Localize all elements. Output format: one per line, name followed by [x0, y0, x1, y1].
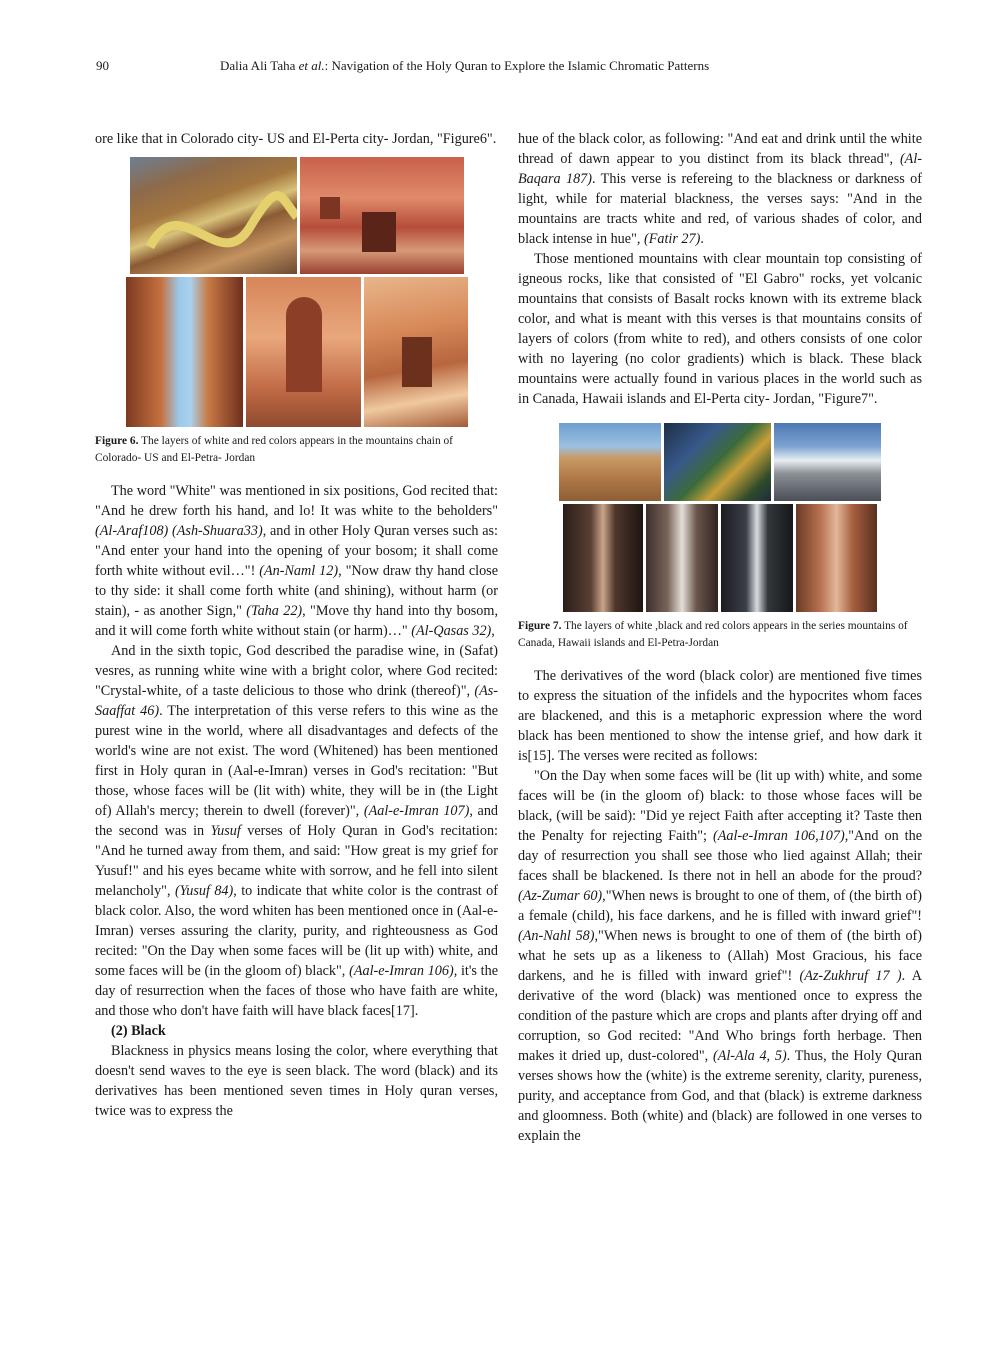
- citation: (Al-Ala 4, 5): [712, 1048, 787, 1064]
- figure-7-image-4: [563, 504, 643, 612]
- citation: (Aal-e-Imran 107): [363, 803, 470, 819]
- figure-6: [95, 157, 498, 467]
- figure-7-image-3: [774, 423, 881, 501]
- figure-6-image-3: [126, 277, 243, 427]
- et-al: et al.: [295, 58, 325, 73]
- left-column: [95, 129, 498, 1121]
- paragraph: The derivatives of the word (black color) are mentioned five times to express the situation of the infidels and the hypocrites whom faces are blackened, and this is a metaphoric expression where the word black has been mentioned to show the intense grief, and how dark it is[15]. The verses were recited as follows:: [518, 668, 922, 764]
- section-heading: (2) Black: [111, 1023, 166, 1039]
- surah-name: Yusuf: [210, 823, 241, 839]
- paragraph: The word "White" was mentioned in six positions, God recited that: "And he drew forth his hand, and lo! It was white to the beholders"(Al-Araf108) (Ash-Shuara33), and in other Holy Quran verses such as: "And enter your hand into the opening of your bosom; it shall come forth white without evil…"! (An-Naml 12), "Now draw thy hand close to thy side: it shall come forth white (and shining), without harm (or stain), - as another Sign," (Taha 22), "Move thy hand into thy bosom, and it will come forth white without stain (or harm)…" (Al-Qasas 32),: [95, 483, 498, 639]
- caption-text: The layers of white and red colors appears in the mountains chain of Colorado- US and El-Petra- Jordan: [95, 435, 453, 464]
- figure-label: Figure 7.: [518, 620, 562, 632]
- citation: (An-Naml 12): [259, 563, 339, 579]
- running-title: [220, 58, 709, 74]
- citation: (An-Nahl 58): [518, 928, 595, 944]
- citation: (Al-Qasas 32): [411, 623, 492, 639]
- figure-6-image-2: [300, 157, 464, 274]
- paragraph: hue of the black color, as following: "And eat and drink until the white thread of dawn appear to you distinct from its black thread", (Al-Baqara 187). This verse is refereing to the blackness or darkness of light, while for material blackness, the verses says: "And in the mountains are tracts white and red, of various shades of color, and black intense in hue", (Fatir 27).: [518, 131, 922, 247]
- figure-7-image-1: [559, 423, 661, 501]
- citation: (Az-Zumar 60): [518, 888, 603, 904]
- caption-text: The layers of white ,black and red colors appears in the series mountains of Canada, Hawaii islands and El-Petra-Jordan: [518, 620, 908, 649]
- title-rest: : Navigation of the Holy Quran to Explore the Islamic Chromatic Patterns: [324, 58, 710, 73]
- page-number: 90: [96, 58, 109, 73]
- figure-6-image-5: [364, 277, 468, 427]
- citation: (Taha 22): [246, 603, 303, 619]
- figure-7: [518, 423, 922, 652]
- figure-7-image-6: [721, 504, 793, 612]
- figure-6-image-1: [130, 157, 297, 274]
- figure-6-image-4: [246, 277, 361, 427]
- citation: (Al-Baqara 187): [518, 151, 922, 187]
- paragraph: ore like that in Colorado city- US and El-Perta city- Jordan, "Figure6".: [95, 131, 497, 147]
- citation: (Az-Zukhruf 17 ): [799, 968, 902, 984]
- figure-7-caption: [518, 618, 922, 652]
- citation: (Aal-e-Imran 106): [349, 963, 454, 979]
- paragraph: "On the Day when some faces will be (lit up with) white, and some faces will be (in the gloom of) black: to those whose faces will be black, (will be said): "Did ye reject Faith after accepting it? Taste then the Penalty for rejecting Faith"; (Aal-e-Imran 106,107),"And on the day of resurrection you shall see those who lied against Allah; their faces shall be blackened. Is there not in hell an abode for the proud? (Az-Zumar 60),"When news is brought to one of them, of (the birth of) a female (child), his face darkens, and he is filled with inward grief"! (An-Nahl 58),"When news is brought to one of them of (the birth of) what he sets up as a likeness to (Allah) Most Gracious, his face darkens, and he is filled with inward grief"! (Az-Zukhruf 17 ). A derivative of the word (black) was mentioned once to express the condition of the pasture which are crops and plants after drying off and corruption, so God recited: "And Who brings forth herbage. Then makes it dried up, dust-colored", (Al-Ala 4, 5). Thus, the Holy Quran verses shows how the (white) is the extreme serenity, clarity, pureness, purity, and acceptance from God, and that (black) is extreme darkness and gloomness. Both (white) and (black) are followed in one verses to explain the: [518, 768, 923, 1144]
- citation: (Aal-e-Imran 106,107): [713, 828, 845, 844]
- citation: (Fatir 27): [643, 231, 701, 247]
- citation: (Yusuf 84): [174, 883, 234, 899]
- figure-7-image-5: [646, 504, 718, 612]
- citation: (As-Saaffat 46): [95, 683, 498, 719]
- paragraph: Those mentioned mountains with clear mountain top consisting of igneous rocks, like that consisted of "El Gabro" rocks, yet volcanic mountains that consists of Basalt rocks known with its extreme black color, and what is meant with this verses is that mountains consits of layers of colors (from white to red), and others consists of one color with no layering (no color gradients) which is black. These black mountains were actually found in various places in the world such as in Canada, Hawaii islands and El-Perta city- Jordan, "Figure7".: [518, 251, 922, 407]
- figure-6-caption: [95, 433, 498, 467]
- paragraph: And in the sixth topic, God described the paradise wine, in (Safat) vesres, as running white wine with a bright color, where God recited: "Crystal-white, of a taste delicious to those who drink (thereof)", (As-Saaffat 46). The interpretation of this verse refers to this wine as the purest wine in the world, where all disadvantages and defects of the world's wine are not exist. The word (Whitened) has been mentioned first in Holy quran in (Aal-e-Imran) verses in God's recitation: "But those, whose faces will be (lit with) white, they will be in (the Light of) Allah's mercy; therein to dwell (forever)", (Aal-e-Imran 107), and the second was in Yusuf verses of Holy Quran in God's recitation: "And he turned away from them, and said: "How great is my grief for Yusuf!" and his eyes became white with sorrow, and he fell into silent melancholy", (Yusuf 84), to indicate that white color is the contrast of black color. Also, the word whiten has been mentioned once in (Aal-e-Imran) verses assuring the clarity, purity, and righteousness as God recited: "On the Day when some faces will be (lit up with) white, and some faces will be (in the gloom of) black", (Aal-e-Imran 106), it's the day of resurrection when the faces of those who have faith are white, and those who don't have faith will have black faces[17].: [95, 643, 499, 1019]
- figure-7-image-7: [796, 504, 877, 612]
- paragraph: Blackness in physics means losing the color, where everything that doesn't send waves to the eye is seen black. The word (black) and its derivatives has been mentioned seven times in Holy quran verses, twice was to express the: [95, 1043, 498, 1119]
- figure-label: Figure 6.: [95, 435, 139, 447]
- right-column: [518, 129, 922, 1146]
- authors: Dalia Ali Taha: [220, 58, 296, 73]
- figure-7-image-2: [664, 423, 771, 501]
- citation: (Al-Araf108) (Ash-Shuara33): [95, 523, 263, 539]
